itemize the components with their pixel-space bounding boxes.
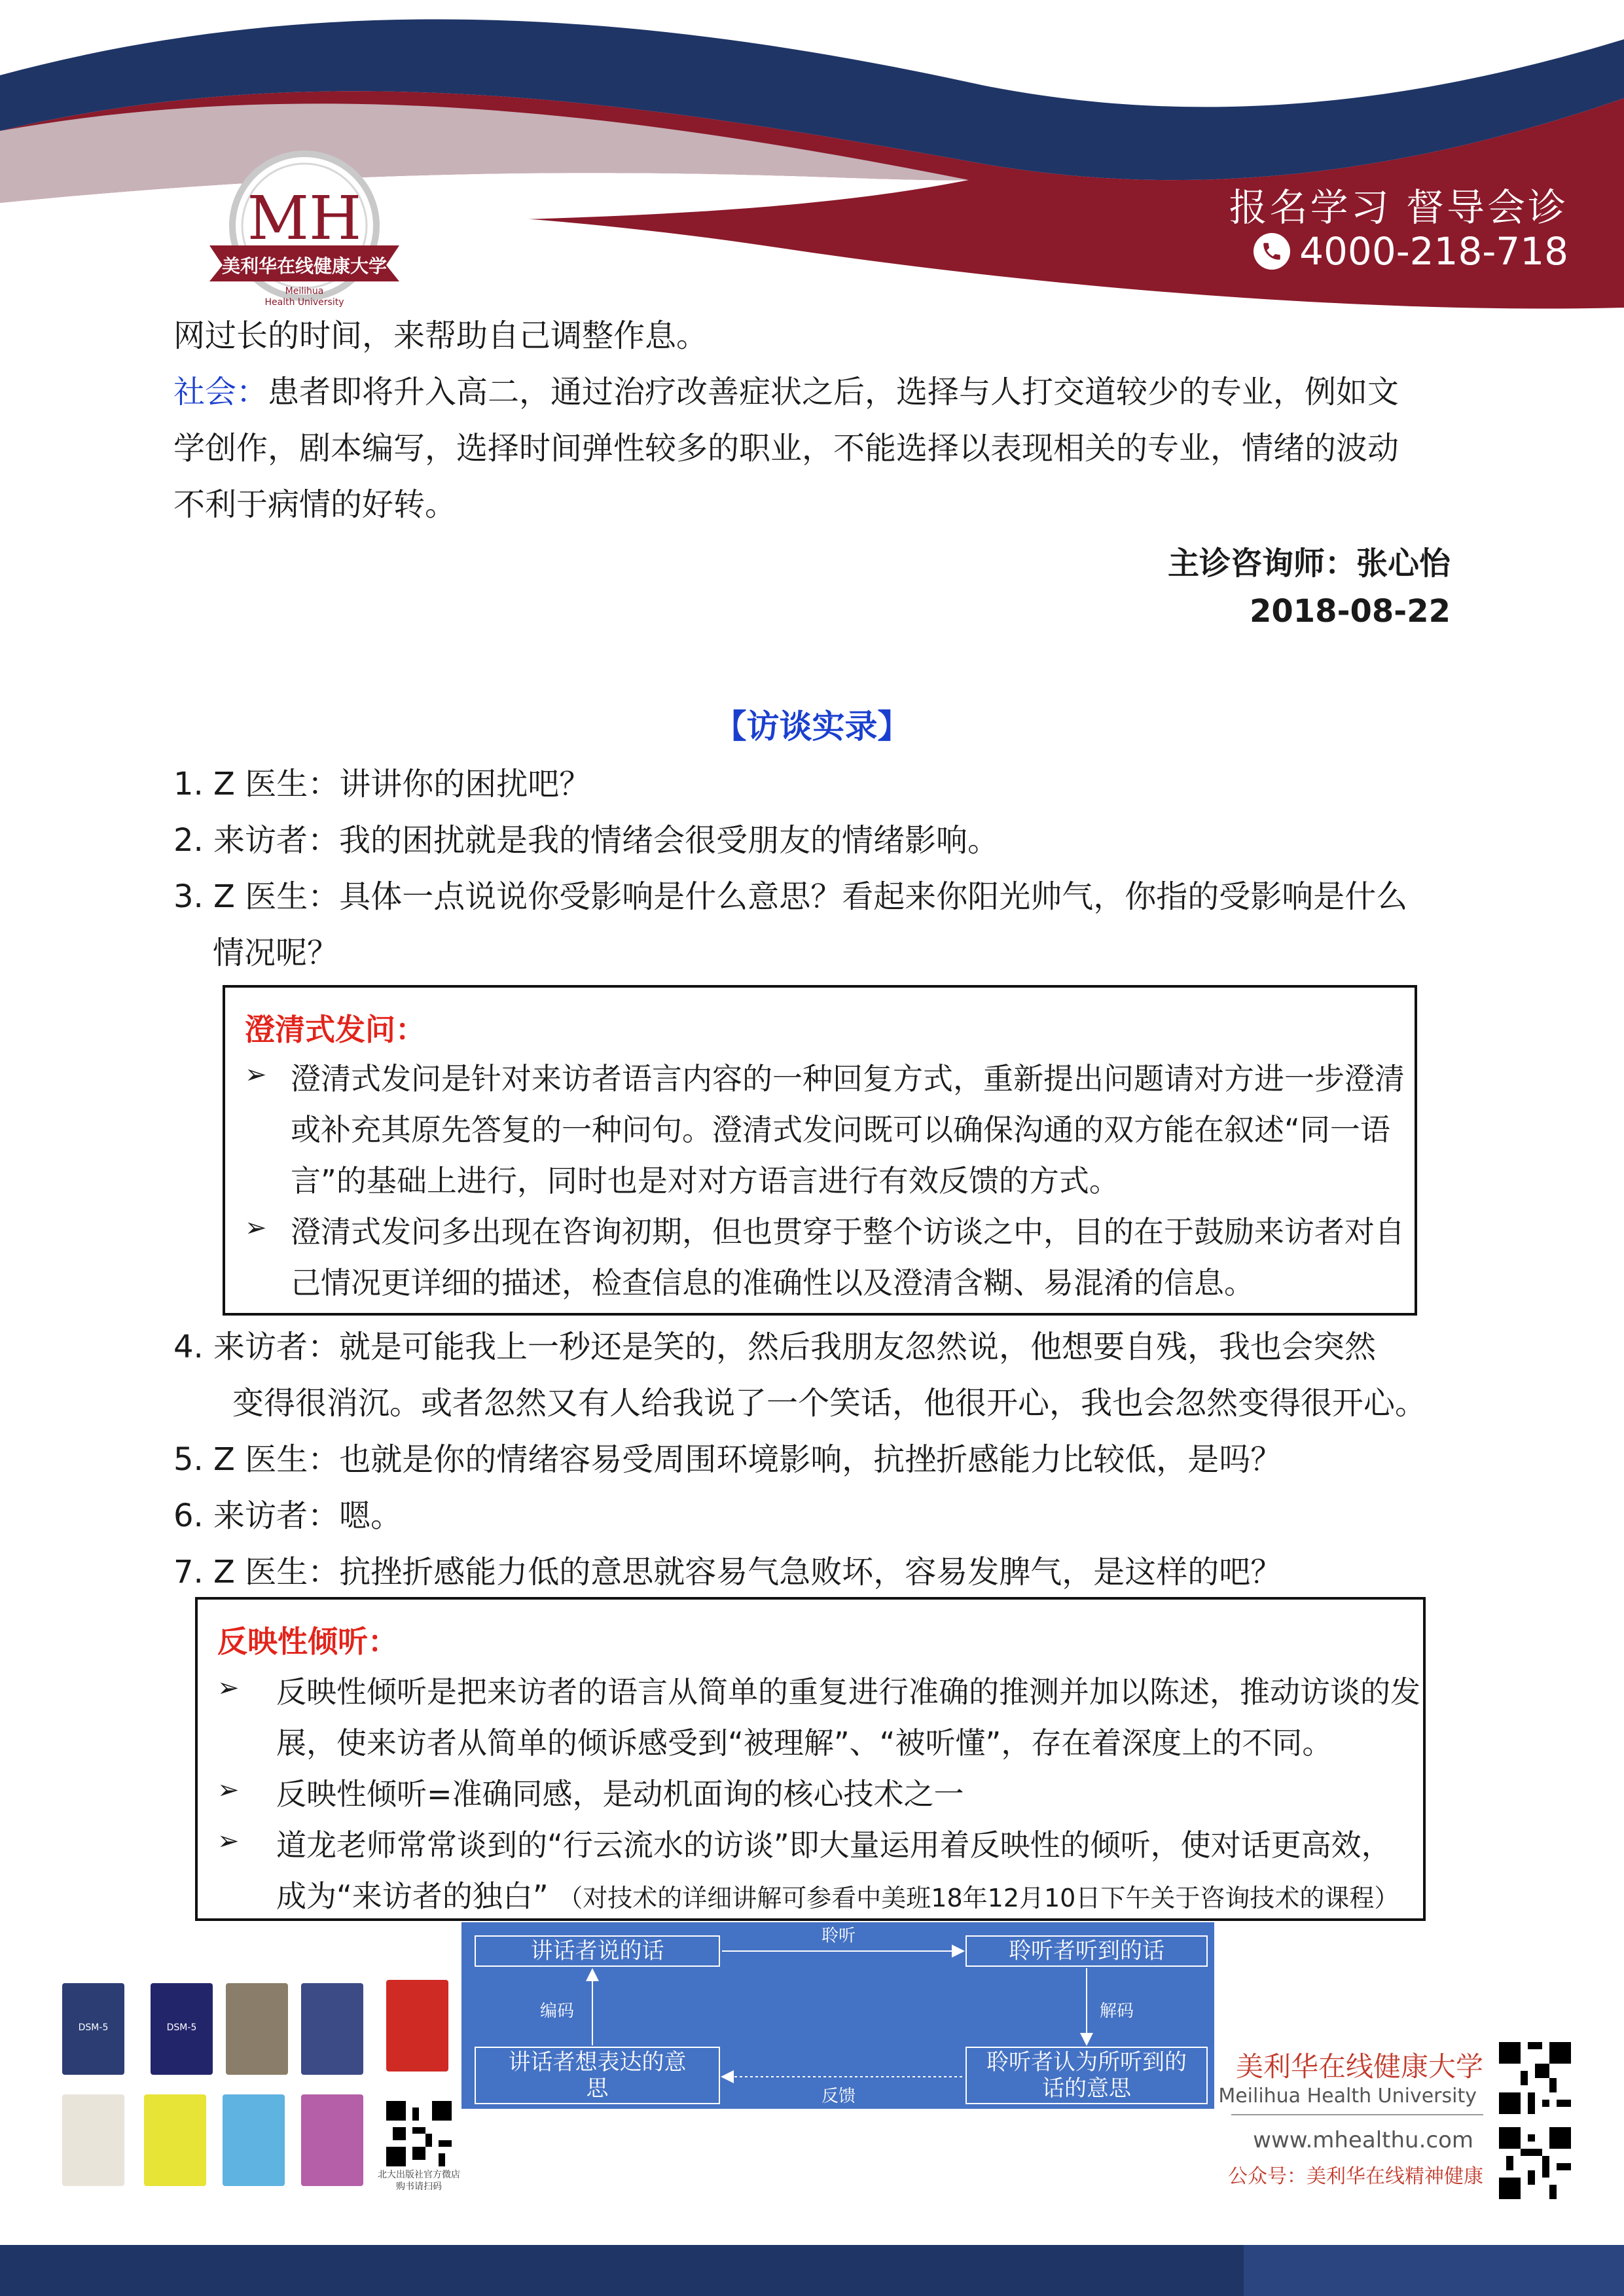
box2-course-note: （对技术的详细讲解可参看中美班18年12月10日下午关于咨询技术的课程） [558,1884,1399,1912]
book-cover [62,2094,124,2186]
box2-bullet3-line1: 道龙老师常常谈到的“行云流水的访谈”即大量运用着反映性的倾听，使对话更高效， [276,1827,1392,1863]
social-text-1: 患者即将升入高二，通过治疗改善症状之后，选择与人打交道较少的专业，例如文 [268,374,1399,410]
footer-bar [0,2245,1624,2296]
box1-bullet2-line2: 己情况更详细的描述，检查信息的准确性以及澄清含糊、易混淆的信息。 [291,1265,1254,1300]
bullet-arrow-icon: ➢ [217,1673,240,1703]
diagram-box-listener-heard: 聆听者听到的话 [965,1935,1208,1967]
hotline-title: 报名学习 督导会诊 [1229,185,1568,230]
social-line-1 [173,364,1450,420]
logo-name-cn: 美利华在线健康大学 [221,255,387,277]
footer-university-en: Meilihua Health University [1218,2085,1477,2108]
box1-bullet1-line3: 言”的基础上进行，同时也是对对方语言进行有效反馈的方式。 [291,1163,1119,1198]
footer-divider [1231,2114,1483,2115]
book-cover [62,1983,124,2075]
footer-website-link[interactable]: www.mhealthu.com [1253,2127,1473,2153]
box2-title: 反映性倾听： [217,1624,398,1659]
social-line-3: 不利于病情的好转。 [173,486,457,523]
social-label: 社会： [173,374,268,410]
dialogue-item-6: 6. 来访者：嗯。 [173,1498,403,1534]
book-cover [301,2094,363,2186]
qr-caption-2: 购书请扫码 [396,2181,442,2192]
book-cover [301,1983,363,2075]
dialogue-item-3-line-2: 情况呢？ [213,935,339,971]
phone-icon [1254,233,1290,270]
diagram-label-encode: 编码 [540,2001,575,2021]
book-cover [151,1983,213,2075]
box2-bullet3-text: 成为“来访者的独白” [276,1878,549,1914]
box2-bullet1-line2: 展，使来访者从简单的倾诉感受到“被理解”、“被听懂”，存在着深度上的不同。 [276,1725,1333,1761]
book-cover [226,1983,288,2075]
diagram-box-listener-meaning: 聆听者认为所听到的话的意思 [965,2047,1208,2104]
diagram-label-listen: 聆听 [821,1926,856,1946]
bullet-arrow-icon: ➢ [217,1826,240,1856]
clarifying-question-box [223,985,1417,1316]
diagram-box-speaker-words: 讲话者说的话 [475,1935,720,1967]
communication-diagram [461,1922,1214,2109]
qr-caption-1: 北大出版社官方微店 [378,2170,460,2180]
paragraph-continued: 网过长的时间，来帮助自己调整作息。 [173,317,708,354]
book-label: DSM-5 [78,2022,109,2033]
dialogue-item-1: 1. Z 医生：讲讲你的困扰吧？ [173,766,591,802]
book-cover [223,2094,285,2186]
book-cover [144,2094,206,2186]
logo-initials: MH [247,183,362,253]
box1-bullet1-line2: 或补充其原先答复的一种问句。澄清式发问既可以确保沟通的双方能在叙述“同一语 [291,1112,1390,1147]
bullet-arrow-icon: ➢ [217,1775,240,1805]
box2-bullet2-line1: 反映性倾听=准确同感，是动机面询的核心技术之一 [276,1776,964,1812]
dialogue-item-4-line-2: 变得很消沉。或者忽然又有人给我说了一个笑话，他很开心，我也会忽然变得很开心。 [232,1385,1427,1422]
dialogue-item-5: 5. Z 医生：也就是你的情绪容易受周围环境影响，抗挫折感能力比较低，是吗？ [173,1441,1282,1478]
hotline-phone-row [1254,229,1568,274]
diagram-label-feedback: 反馈 [821,2087,856,2106]
logo [196,147,412,311]
bullet-arrow-icon: ➢ [245,1213,267,1243]
book-cover [386,1980,448,2072]
dialogue-item-3-line-1: 3. Z 医生：具体一点说说你受影响是什么意思？看起来你阳光帅气，你指的受影响是什么 [173,878,1408,915]
footer-university-cn: 美利华在线健康大学 [1235,2051,1483,2083]
report-date: 2018-08-22 [1249,593,1451,630]
dialogue-item-2: 2. 来访者：我的困扰就是我的情绪会很受朋友的情绪影响。 [173,822,1000,859]
footer-wechat-account: 公众号：美利华在线精神健康 [1228,2165,1483,2188]
qr-code-bookstore[interactable] [386,2101,452,2166]
diagram-label-decode: 解码 [1100,2001,1134,2021]
hotline-phone-number: 4000-218-718 [1299,229,1568,274]
box1-title: 澄清式发问： [245,1012,425,1047]
book-label: DSM-5 [166,2022,197,2033]
dialogue-item-7: 7. Z 医生：抗挫折感能力低的意思就容易气急败坏，容易发脾气，是这样的吧？ [173,1554,1282,1590]
qr-code-website[interactable] [1499,2042,1571,2114]
bullet-arrow-icon: ➢ [245,1060,267,1090]
social-line-2: 学创作，剧本编写，选择时间弹性较多的职业，不能选择以表现相关的专业，情绪的波动 [173,430,1399,467]
logo-name-en-2: Health University [264,297,344,308]
box2-bullet3-line2 [276,1871,1399,1924]
box1-bullet1-line1: 澄清式发问是针对来访者语言内容的一种回复方式，重新提出问题请对方进一步澄清 [291,1061,1405,1096]
section-title: 【访谈实录】 [713,708,911,745]
reflective-listening-box [195,1597,1426,1921]
diagram-box-speaker-intent: 讲话者想表达的意思 [475,2047,720,2104]
consultant-signature: 主诊咨询师：张心怡 [1167,545,1451,582]
dialogue-item-4-line-1: 4. 来访者：就是可能我上一秒还是笑的，然后我朋友忽然说，他想要自残，我也会突然 [173,1329,1377,1365]
qr-code-wechat[interactable] [1499,2127,1571,2199]
logo-name-en-1: Meilihua [285,286,324,296]
box2-bullet1-line1: 反映性倾听是把来访者的语言从简单的重复进行准确的推测并加以陈述，推动访谈的发 [276,1674,1420,1710]
box1-bullet2-line1: 澄清式发问多出现在咨询初期，但也贯穿于整个访谈之中，目的在于鼓励来访者对自 [291,1214,1405,1249]
